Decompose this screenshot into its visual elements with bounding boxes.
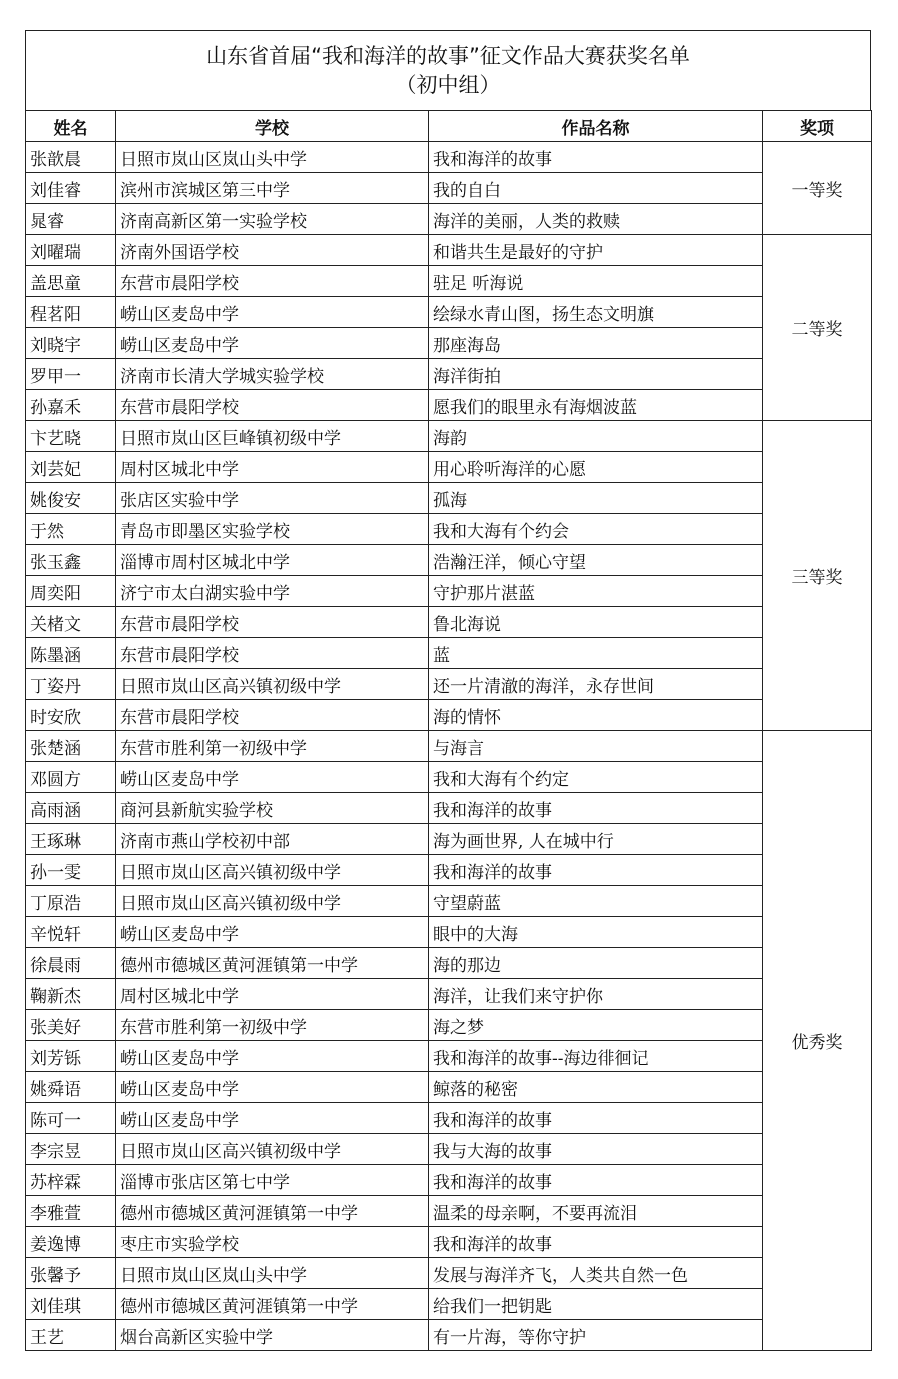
award-list-document: [25, 30, 871, 1351]
cell-school: 日照市岚山区巨峰镇初级中学: [116, 421, 429, 452]
cell-work-title: 我和大海有个约定: [429, 762, 763, 793]
cell-name: 刘曜瑞: [26, 235, 116, 266]
table-row: [26, 700, 872, 731]
cell-name: 辛悦轩: [26, 917, 116, 948]
cell-award: 优秀奖: [763, 731, 872, 1351]
cell-work-title: 驻足 听海说: [429, 266, 763, 297]
cell-name: 陈墨涵: [26, 638, 116, 669]
table-row: [26, 390, 872, 421]
cell-work-title: 发展与海洋齐飞，人类共自然一色: [429, 1258, 763, 1289]
cell-school: 周村区城北中学: [116, 979, 429, 1010]
cell-name: 姚俊安: [26, 483, 116, 514]
cell-work-title: 与海言: [429, 731, 763, 762]
cell-work-title: 我和海洋的故事--海边徘徊记: [429, 1041, 763, 1072]
table-row: [26, 638, 872, 669]
cell-name: 姜逸博: [26, 1227, 116, 1258]
cell-school: 东营市晨阳学校: [116, 266, 429, 297]
cell-work-title: 我的自白: [429, 173, 763, 204]
cell-work-title: 海的情怀: [429, 700, 763, 731]
table-row: [26, 917, 872, 948]
table-row: [26, 1041, 872, 1072]
cell-name: 于然: [26, 514, 116, 545]
cell-award: 三等奖: [763, 421, 872, 731]
cell-name: 鞠新杰: [26, 979, 116, 1010]
cell-school: 东营市胜利第一初级中学: [116, 731, 429, 762]
table-row: [26, 142, 872, 173]
table-body: [26, 142, 872, 1351]
cell-work-title: 海的那边: [429, 948, 763, 979]
cell-school: 日照市岚山区高兴镇初级中学: [116, 855, 429, 886]
title-box: [25, 30, 871, 110]
table-row: [26, 359, 872, 390]
cell-work-title: 海为画世界, 人在城中行: [429, 824, 763, 855]
table-row: [26, 545, 872, 576]
cell-name: 王琢琳: [26, 824, 116, 855]
header-work-title: 作品名称: [429, 111, 763, 142]
cell-work-title: 海韵: [429, 421, 763, 452]
cell-work-title: 孤海: [429, 483, 763, 514]
cell-work-title: 眼中的大海: [429, 917, 763, 948]
table-row: [26, 1165, 872, 1196]
cell-name: 周奕阳: [26, 576, 116, 607]
table-row: [26, 173, 872, 204]
cell-work-title: 海洋，让我们来守护你: [429, 979, 763, 1010]
cell-name: 卞艺晓: [26, 421, 116, 452]
cell-work-title: 鲸落的秘密: [429, 1072, 763, 1103]
cell-work-title: 我与大海的故事: [429, 1134, 763, 1165]
cell-school: 济宁市太白湖实验中学: [116, 576, 429, 607]
cell-school: 德州市德城区黄河涯镇第一中学: [116, 948, 429, 979]
cell-school: 崂山区麦岛中学: [116, 1041, 429, 1072]
cell-school: 东营市晨阳学校: [116, 638, 429, 669]
cell-name: 程茗阳: [26, 297, 116, 328]
cell-work-title: 海洋的美丽，人类的救赎: [429, 204, 763, 235]
header-award: 奖项: [763, 111, 872, 142]
cell-award: 一等奖: [763, 142, 872, 235]
cell-school: 德州市德城区黄河涯镇第一中学: [116, 1196, 429, 1227]
cell-work-title: 绘绿水青山图，扬生态文明旗: [429, 297, 763, 328]
table-row: [26, 855, 872, 886]
cell-name: 张馨予: [26, 1258, 116, 1289]
cell-school: 崂山区麦岛中学: [116, 328, 429, 359]
cell-work-title: 我和海洋的故事: [429, 793, 763, 824]
cell-name: 罗甲一: [26, 359, 116, 390]
cell-school: 滨州市滨城区第三中学: [116, 173, 429, 204]
table-row: [26, 1227, 872, 1258]
table-row: [26, 669, 872, 700]
table-row: [26, 979, 872, 1010]
cell-school: 崂山区麦岛中学: [116, 762, 429, 793]
cell-school: 淄博市张店区第七中学: [116, 1165, 429, 1196]
cell-name: 刘佳睿: [26, 173, 116, 204]
cell-school: 日照市岚山区岚山头中学: [116, 1258, 429, 1289]
table-row: [26, 1103, 872, 1134]
cell-school: 济南市燕山学校初中部: [116, 824, 429, 855]
cell-work-title: 海洋街拍: [429, 359, 763, 390]
cell-name: 时安欣: [26, 700, 116, 731]
cell-name: 张楚涵: [26, 731, 116, 762]
table-row: [26, 235, 872, 266]
table-header-row: [26, 111, 872, 142]
cell-work-title: 我和大海有个约会: [429, 514, 763, 545]
header-school: 学校: [116, 111, 429, 142]
cell-school: 商河县新航实验学校: [116, 793, 429, 824]
cell-name: 姚舜语: [26, 1072, 116, 1103]
table-row: [26, 204, 872, 235]
cell-school: 日照市岚山区高兴镇初级中学: [116, 886, 429, 917]
cell-school: 日照市岚山区岚山头中学: [116, 142, 429, 173]
cell-school: 东营市胜利第一初级中学: [116, 1010, 429, 1041]
table-row: [26, 824, 872, 855]
cell-school: 东营市晨阳学校: [116, 607, 429, 638]
cell-name: 盖思童: [26, 266, 116, 297]
cell-name: 李宗昱: [26, 1134, 116, 1165]
cell-work-title: 浩瀚汪洋，倾心守望: [429, 545, 763, 576]
cell-school: 东营市晨阳学校: [116, 700, 429, 731]
table-row: [26, 1289, 872, 1320]
table-row: [26, 266, 872, 297]
cell-name: 徐晨雨: [26, 948, 116, 979]
cell-name: 孙嘉禾: [26, 390, 116, 421]
cell-work-title: 和谐共生是最好的守护: [429, 235, 763, 266]
table-row: [26, 483, 872, 514]
cell-name: 李雅萱: [26, 1196, 116, 1227]
table-row: [26, 886, 872, 917]
cell-name: 丁原浩: [26, 886, 116, 917]
table-row: [26, 1010, 872, 1041]
table-row: [26, 1258, 872, 1289]
cell-name: 刘佳琪: [26, 1289, 116, 1320]
table-row: [26, 1196, 872, 1227]
cell-school: 崂山区麦岛中学: [116, 297, 429, 328]
table-row: [26, 576, 872, 607]
cell-school: 济南高新区第一实验学校: [116, 204, 429, 235]
cell-work-title: 那座海岛: [429, 328, 763, 359]
cell-work-title: 鲁北海说: [429, 607, 763, 638]
header-name: 姓名: [26, 111, 116, 142]
cell-school: 枣庄市实验学校: [116, 1227, 429, 1258]
cell-work-title: 有一片海，等你守护: [429, 1320, 763, 1351]
cell-name: 张歆晨: [26, 142, 116, 173]
table-row: [26, 421, 872, 452]
cell-work-title: 温柔的母亲啊，不要再流泪: [429, 1196, 763, 1227]
cell-school: 日照市岚山区高兴镇初级中学: [116, 1134, 429, 1165]
cell-name: 陈可一: [26, 1103, 116, 1134]
cell-school: 青岛市即墨区实验学校: [116, 514, 429, 545]
table-row: [26, 1320, 872, 1351]
cell-school: 淄博市周村区城北中学: [116, 545, 429, 576]
cell-school: 烟台高新区实验中学: [116, 1320, 429, 1351]
cell-school: 周村区城北中学: [116, 452, 429, 483]
cell-work-title: 海之梦: [429, 1010, 763, 1041]
cell-name: 刘芸妃: [26, 452, 116, 483]
cell-work-title: 蓝: [429, 638, 763, 669]
cell-work-title: 守望蔚蓝: [429, 886, 763, 917]
table-row: [26, 762, 872, 793]
cell-school: 日照市岚山区高兴镇初级中学: [116, 669, 429, 700]
cell-school: 德州市德城区黄河涯镇第一中学: [116, 1289, 429, 1320]
table-row: [26, 1072, 872, 1103]
cell-name: 刘芳铄: [26, 1041, 116, 1072]
cell-school: 济南外国语学校: [116, 235, 429, 266]
cell-name: 张玉鑫: [26, 545, 116, 576]
cell-work-title: 我和海洋的故事: [429, 142, 763, 173]
cell-name: 丁姿丹: [26, 669, 116, 700]
cell-name: 王艺: [26, 1320, 116, 1351]
document-title: 山东省首届“我和海洋的故事”征文作品大赛获奖名单: [206, 44, 690, 68]
cell-school: 崂山区麦岛中学: [116, 1072, 429, 1103]
cell-name: 高雨涵: [26, 793, 116, 824]
cell-work-title: 用心聆听海洋的心愿: [429, 452, 763, 483]
cell-work-title: 守护那片湛蓝: [429, 576, 763, 607]
table-row: [26, 793, 872, 824]
cell-school: 张店区实验中学: [116, 483, 429, 514]
table-row: [26, 514, 872, 545]
cell-school: 崂山区麦岛中学: [116, 917, 429, 948]
table-row: [26, 948, 872, 979]
cell-name: 邓圆方: [26, 762, 116, 793]
table-row: [26, 607, 872, 638]
table-row: [26, 1134, 872, 1165]
cell-name: 晁睿: [26, 204, 116, 235]
cell-name: 孙一雯: [26, 855, 116, 886]
cell-school: 济南市长清大学城实验学校: [116, 359, 429, 390]
cell-work-title: 愿我们的眼里永有海烟波蓝: [429, 390, 763, 421]
document-subtitle: （初中组）: [395, 73, 501, 97]
cell-school: 东营市晨阳学校: [116, 390, 429, 421]
table-row: [26, 297, 872, 328]
table-row: [26, 731, 872, 762]
award-table: [25, 110, 872, 1351]
cell-name: 苏梓霖: [26, 1165, 116, 1196]
cell-school: 崂山区麦岛中学: [116, 1103, 429, 1134]
cell-work-title: 我和海洋的故事: [429, 855, 763, 886]
cell-name: 张美好: [26, 1010, 116, 1041]
cell-work-title: 我和海洋的故事: [429, 1165, 763, 1196]
table-row: [26, 452, 872, 483]
table-row: [26, 328, 872, 359]
cell-name: 关楮文: [26, 607, 116, 638]
cell-name: 刘晓宇: [26, 328, 116, 359]
cell-work-title: 我和海洋的故事: [429, 1103, 763, 1134]
cell-work-title: 给我们一把钥匙: [429, 1289, 763, 1320]
cell-award: 二等奖: [763, 235, 872, 421]
cell-work-title: 我和海洋的故事: [429, 1227, 763, 1258]
cell-work-title: 还一片清澈的海洋，永存世间: [429, 669, 763, 700]
